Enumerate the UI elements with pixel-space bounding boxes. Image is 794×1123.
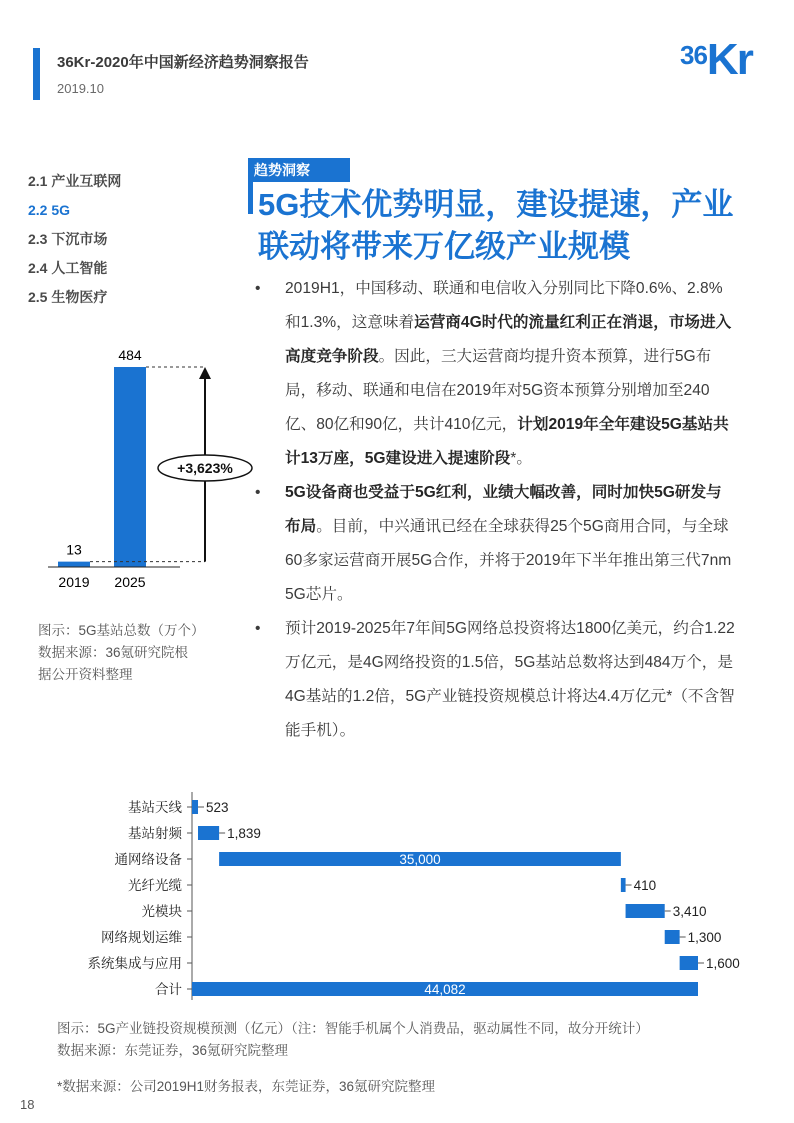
report-title: 36Kr-2020年中国新经济趋势洞察报告: [57, 54, 309, 71]
growth-annotation-label: +3,623%: [177, 460, 233, 476]
bar-2025: [114, 367, 146, 567]
bar-2019: [58, 562, 90, 567]
industry-investment-chart: [40, 790, 770, 1005]
toc-item[interactable]: 2.3 下沉市场: [28, 231, 108, 247]
bar-value-label: 35,000: [399, 852, 441, 867]
bar-value-label: 3,410: [672, 904, 707, 919]
growth-arrow-head-icon: [199, 367, 211, 379]
bullet-text: 。因此，三大运营商均提升资本预算，进行5G布局，移动、联通和电信在2019年对5G资本预算分别增加至240亿、80亿和90亿，共计410亿元，: [285, 348, 712, 433]
section-tag: 趋势洞察: [248, 158, 350, 182]
report-date: 2019.10: [57, 81, 104, 96]
caption-line: 据公开资料整理: [38, 667, 133, 682]
waterfall-bar: [192, 800, 198, 814]
bullet-item: [255, 272, 735, 476]
bar-value-label: 523: [206, 800, 229, 815]
bullet-emphasis: 5G设备商也受益于5G红利，业绩大幅改善，同时加快5G研发与布局: [285, 484, 722, 535]
chart2-caption: [57, 1018, 649, 1062]
bar-value-label: 1,300: [687, 930, 722, 945]
bullet-text: 。目前，中兴通讯已经在全球获得25个5G商用合同，与全球60多家运营商开展5G合作，并将于2019年下半年推出第三代7nm 5G芯片。: [285, 518, 732, 603]
bullet-item: [255, 476, 735, 612]
waterfall-bar: [626, 904, 665, 918]
bullet-dot-icon: •: [255, 280, 261, 297]
bar-value-label: 1,600: [706, 956, 740, 971]
header-accent-bar: [33, 48, 40, 100]
chart1-caption: [38, 620, 238, 686]
category-label: 系统集成与应用: [87, 956, 182, 971]
bullet-item: [255, 612, 735, 748]
category-label: 通网络设备: [114, 852, 182, 867]
logo-36kr: [680, 35, 752, 84]
caption-line: 图示：5G产业链投资规模预测（亿元）（注：智能手机属个人消费品，驱动属性不同，故分开统计）: [57, 1021, 649, 1036]
category-label: 合计: [155, 982, 182, 997]
toc-item[interactable]: 2.4 人工智能: [28, 260, 108, 276]
headline-accent-bar: [248, 182, 253, 214]
toc-item[interactable]: 2.2 5G: [28, 202, 71, 218]
base-station-chart: [30, 345, 260, 600]
bar-value-label: 44,082: [424, 982, 466, 997]
industry-investment-chart-svg: [40, 790, 770, 1000]
bullet-dot-icon: •: [255, 484, 261, 501]
bullet-text: *。: [510, 450, 532, 467]
bar-value-label: 1,839: [227, 826, 261, 841]
waterfall-bar: [621, 878, 626, 892]
bar-value-label: 410: [633, 878, 657, 893]
caption-line: 图示：5G基站总数（万个）: [38, 623, 205, 638]
caption-line: 数据来源：东莞证券，36氪研究院整理: [57, 1043, 289, 1058]
waterfall-bar: [665, 930, 680, 944]
bullet-text: 预计2019-2025年7年间5G网络总投资将达1800亿美元，约合1.22万亿元，是4G网络投资的1.5倍，5G基站总数将达到484万个，是4G基站的1.2倍，5G产业链投资规模总计将达4.4万亿元*（不含智能手机）。: [285, 620, 735, 739]
bullet-emphasis: 运营商4G时代的流量红利正在消退，市场进入高度竞争阶段: [285, 314, 732, 365]
category-label: 基站天线: [128, 800, 182, 815]
bullet-list: [255, 272, 735, 748]
logo-number: 36: [680, 40, 707, 70]
footnote: *数据来源：公司2019H1财务报表，东莞证券，36氪研究院整理: [57, 1079, 436, 1094]
bar-value-label: 484: [118, 347, 142, 363]
category-label: 基站射频: [128, 826, 182, 841]
caption-line: 数据来源：36氪研究院根: [38, 645, 189, 660]
category-label: 网络规划运维: [101, 930, 182, 945]
x-tick-label: 2025: [114, 574, 146, 590]
bullet-text: 2019H1，中国移动、联通和电信收入分别同比下降0.6%、2.8%和1.3%，这意味着: [285, 280, 723, 331]
base-station-chart-svg: [30, 345, 260, 595]
page-number: 18: [20, 1097, 35, 1112]
page-headline: 5G技术优势明显，建设提速，产业联动将带来万亿级产业规模: [258, 187, 734, 264]
section-toc: [28, 167, 121, 312]
toc-item[interactable]: 2.1 产业互联网: [28, 173, 122, 189]
bullet-dot-icon: •: [255, 620, 261, 637]
x-tick-label: 2019: [58, 574, 90, 590]
toc-item[interactable]: 2.5 生物医疗: [28, 289, 108, 305]
logo-letters: Kr: [706, 35, 752, 84]
bullet-emphasis: 计划2019年全年建设5G基站共计13万座，5G建设进入提速阶段: [285, 416, 729, 467]
category-label: 光纤光缆: [128, 878, 182, 893]
bar-value-label: 13: [66, 541, 82, 558]
category-label: 光模块: [141, 904, 182, 919]
waterfall-bar: [198, 826, 219, 840]
waterfall-bar: [680, 956, 698, 970]
